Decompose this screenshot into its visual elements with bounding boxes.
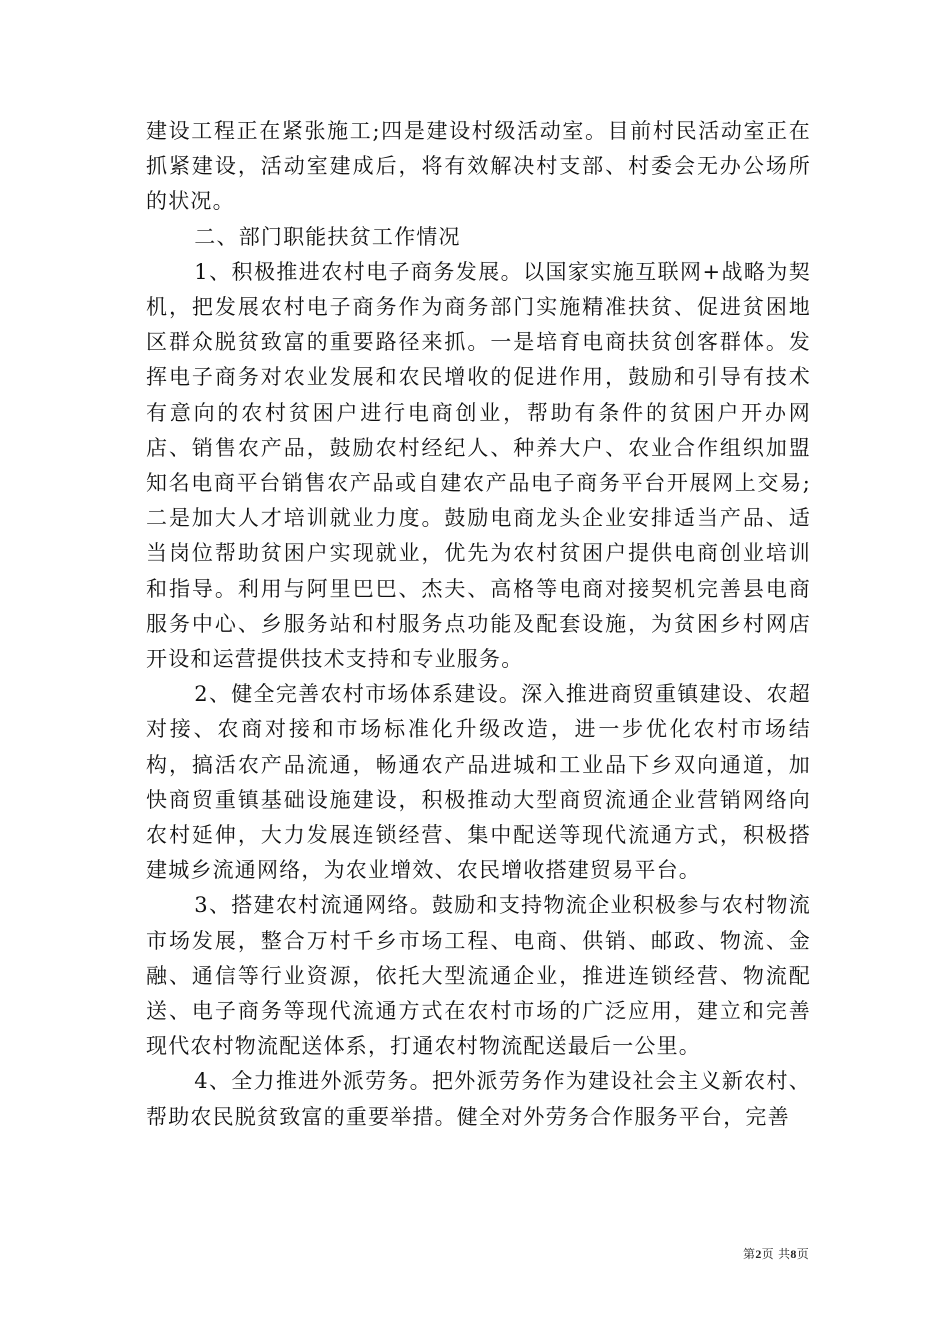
- footer-page-number: 2: [755, 1247, 762, 1261]
- paragraph-item-2: 2、健全完善农村市场体系建设。深入推进商贸重镇建设、农超对接、农商对接和市场标准化升级改造，进一步优化农村市场结构，搞活农产品流通，畅通农产品进城和工业品下乡双向通道，加快商贸重镇基础设施建设，积极推动大型商贸流通企业营销网络向农村延伸，大力发展连锁经营、集中配送等现代流通方式，积极搭建城乡流通网络，为农业增效、农民增收搭建贸易平台。: [146, 682, 811, 883]
- footer-middle: 页 共: [761, 1247, 791, 1261]
- footer-suffix: 页: [796, 1247, 809, 1261]
- page-footer: [743, 1246, 809, 1262]
- paragraph-item-3: 3、搭建农村流通网络。鼓励和支持物流企业积极参与农村物流市场发展，整合万村千乡市场工程、电商、供销、邮政、物流、金融、通信等行业资源，依托大型流通企业，推进连锁经营、物流配送、电子商务等现代流通方式在农村市场的广泛应用，建立和完善现代农村物流配送体系，打通农村物流配送最后一公里。: [146, 893, 811, 1059]
- section-heading: 二、部门职能扶贫工作情况: [194, 224, 461, 249]
- body-text: [146, 114, 811, 1135]
- footer-total-pages: 8: [790, 1247, 797, 1261]
- paragraph-item-1: 1、积极推进农村电子商务发展。以国家实施互联网+战略为契机，把发展农村电子商务作为商务部门实施精准扶贫、促进贫困地区群众脱贫致富的重要路径来抓。一是培育电商扶贫创客群体。发挥电子商务对农业发展和农民增收的促进作用，鼓励和引导有技术有意向的农村贫困户进行电商创业，帮助有条件的贫困户开办网店、销售农产品，鼓励农村经纪人、种养大户、农业合作组织加盟知名电商平台销售农产品或自建农产品电子商务平台开展网上交易;二是加大人才培训就业力度。鼓励电商龙头企业安排适当产品、适当岗位帮助贫困户实现就业，优先为农村贫困户提供电商创业培训和指导。利用与阿里巴巴、杰夫、高格等电商对接契机完善县电商服务中心、乡服务站和村服务点功能及配套设施，为贫困乡村网店开设和运营提供技术支持和专业服务。: [146, 259, 811, 672]
- footer-prefix: 第: [743, 1247, 756, 1261]
- paragraph-continuation: 建设工程正在紧张施工;四是建设村级活动室。目前村民活动室正在抓紧建设，活动室建成后，将有效解决村支部、村委会无办公场所的状况。: [146, 119, 811, 214]
- paragraph-item-4: 4、全力推进外派劳务。把外派劳务作为建设社会主义新农村、帮助农民脱贫致富的重要举措。健全对外劳务合作服务平台，完善: [146, 1069, 811, 1129]
